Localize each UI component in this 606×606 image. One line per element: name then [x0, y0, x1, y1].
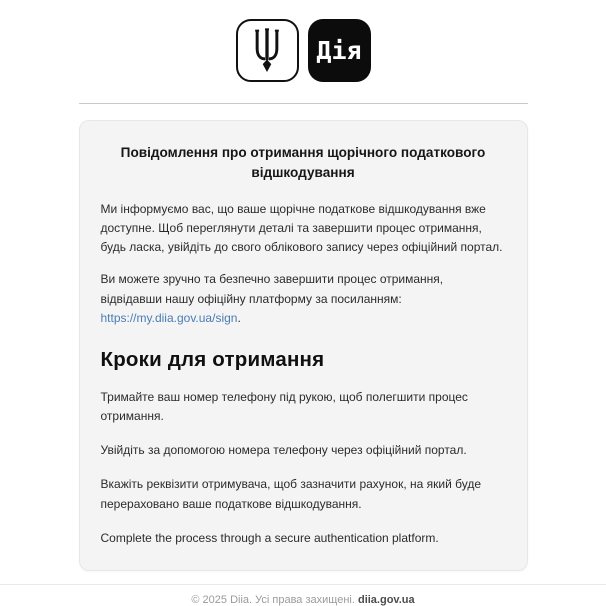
- platform-paragraph-period: .: [237, 310, 241, 325]
- message-card: [79, 120, 528, 571]
- step-item: Complete the process through a secure authentication platform.: [100, 530, 439, 545]
- intro-paragraph: Ми інформуємо вас, що ваше щорічне податкове відшкодування вже доступне. Щоб переглянути деталі та завершити процес отримання, будь ласка, увійдіть до свого облікового запису через офіційний портал.: [100, 201, 503, 255]
- steps-heading: Кроки для отримання: [100, 347, 325, 371]
- platform-paragraph: [101, 270, 506, 328]
- diia-sign-link[interactable]: https://my.diia.gov.ua/sign: [100, 310, 238, 325]
- step-item: Тримайте ваш номер телефону під рукою, щоб полегшити процес отримання.: [100, 389, 468, 424]
- diia-logo-text: Дія: [316, 36, 362, 65]
- diia-logo: [308, 19, 371, 82]
- step-item: Вкажіть реквізити отримувача, щоб зазначити рахунок, на який буде перераховано ваше податкове відшкодування.: [100, 477, 482, 511]
- footer-domain: diia.gov.ua: [357, 594, 415, 606]
- content-column: [79, 0, 528, 571]
- copyright-text: © 2025 Diia. Усі права захищені.: [191, 594, 355, 606]
- header-divider: [79, 103, 528, 104]
- header-logos: [79, 0, 528, 82]
- ukraine-trident-logo: [236, 19, 299, 82]
- footer: [0, 585, 606, 606]
- message-title: Повідомлення про отримання щорічного податкового відшкодування: [120, 145, 486, 181]
- ukraine-trident-icon: [248, 28, 286, 74]
- step-item: Увійдіть за допомогою номера телефону через офіційний портал.: [100, 443, 467, 458]
- platform-paragraph-text: Ви можете зручно та безпечно завершити процес отримання, відвідавши нашу офіційну платформу за посиланням:: [100, 272, 444, 306]
